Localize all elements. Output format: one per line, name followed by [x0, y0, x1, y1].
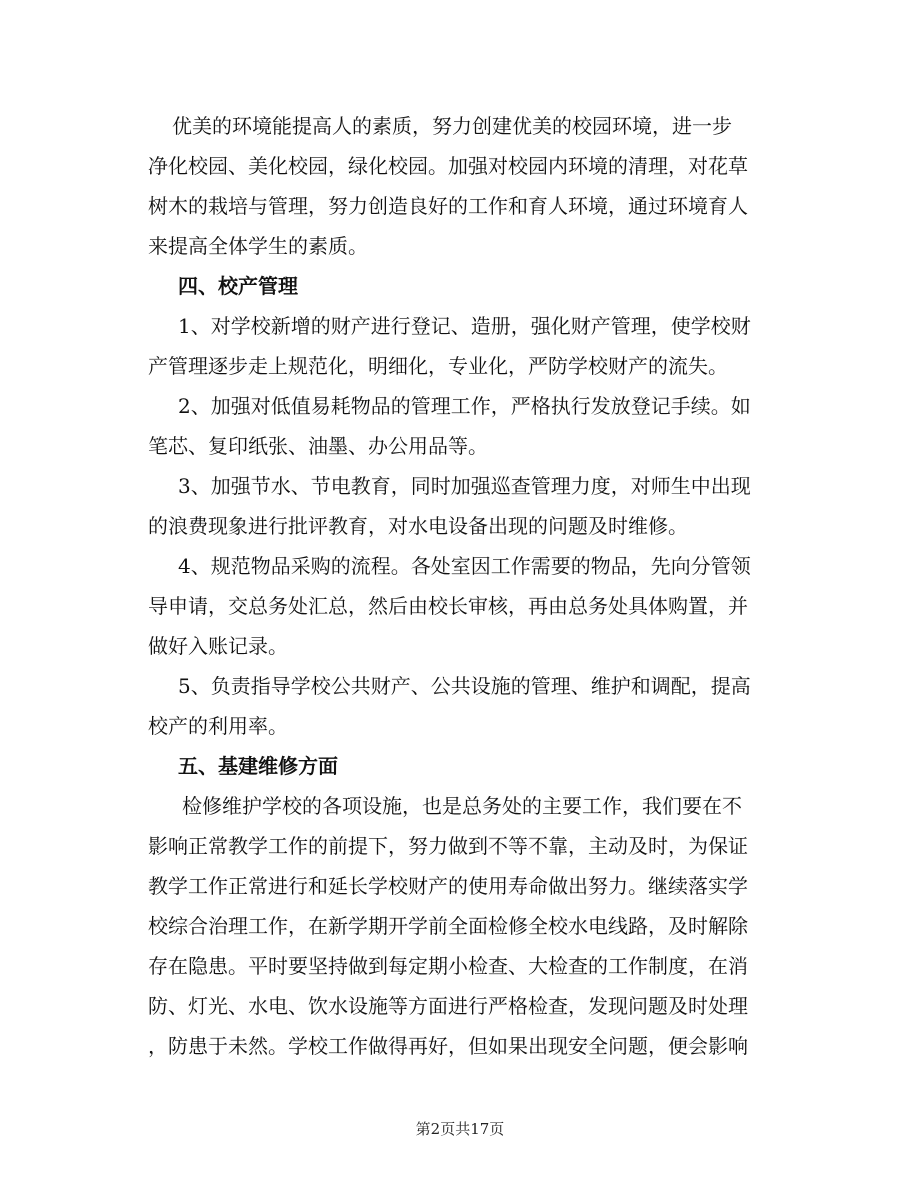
text-line: 防、灯光、水电、饮水设施等方面进行严格检查，发现问题及时处理: [148, 994, 748, 1018]
text-line: 校产的利用率。: [148, 714, 288, 738]
section-heading: 五、基建维修方面: [178, 754, 338, 778]
text-line: 校综合治理工作，在新学期开学前全面检修全校水电线路，及时解除: [148, 914, 748, 938]
text-line: 净化校园、美化校园，绿化校园。加强对校园内环境的清理，对花草: [148, 154, 748, 178]
text-line: 影响正常教学工作的前提下，努力做到不等不靠，主动及时，为保证: [148, 834, 748, 858]
text-line: 的浪费现象进行批评教育，对水电设备出现的问题及时维修。: [148, 514, 688, 538]
text-line: 4、规范物品采购的流程。各处室因工作需要的物品，先向分管领: [178, 554, 751, 578]
text-line: 做好入账记录。: [148, 634, 288, 658]
text-line: 笔芯、复印纸张、油墨、办公用品等。: [148, 434, 488, 458]
section-heading: 四、校产管理: [178, 274, 298, 298]
text-line: 1、对学校新增的财产进行登记、造册，强化财产管理，使学校财: [178, 314, 751, 338]
text-line: 导申请，交总务处汇总，然后由校长审核，再由总务处具体购置，并: [148, 594, 748, 618]
text-line: 5、负责指导学校公共财产、公共设施的管理、维护和调配，提高: [178, 674, 751, 698]
page-number-footer: 第2页共17页: [415, 1120, 505, 1138]
text-line: 存在隐患。平时要坚持做到每定期小检查、大检查的工作制度，在消: [148, 954, 748, 978]
text-line: 优美的环境能提高人的素质，努力创建优美的校园环境，进一步: [172, 114, 732, 138]
text-line: 3、加强节水、节电教育，同时加强巡查管理力度，对师生中出现: [178, 474, 751, 498]
text-line: 来提高全体学生的素质。: [148, 234, 368, 258]
text-line: 树木的栽培与管理，努力创造良好的工作和育人环境，通过环境育人: [148, 194, 748, 218]
text-line: 检修维护学校的各项设施，也是总务处的主要工作，我们要在不: [182, 794, 742, 818]
text-line: 产管理逐步走上规范化，明细化，专业化，严防学校财产的流失。: [148, 354, 728, 378]
text-line: 2、加强对低值易耗物品的管理工作，严格执行发放登记手续。如: [178, 394, 751, 418]
text-line: ，防患于未然。学校工作做得再好，但如果出现安全问题，便会影响: [148, 1034, 748, 1058]
text-line: 教学工作正常进行和延长学校财产的使用寿命做出努力。继续落实学: [148, 874, 748, 898]
